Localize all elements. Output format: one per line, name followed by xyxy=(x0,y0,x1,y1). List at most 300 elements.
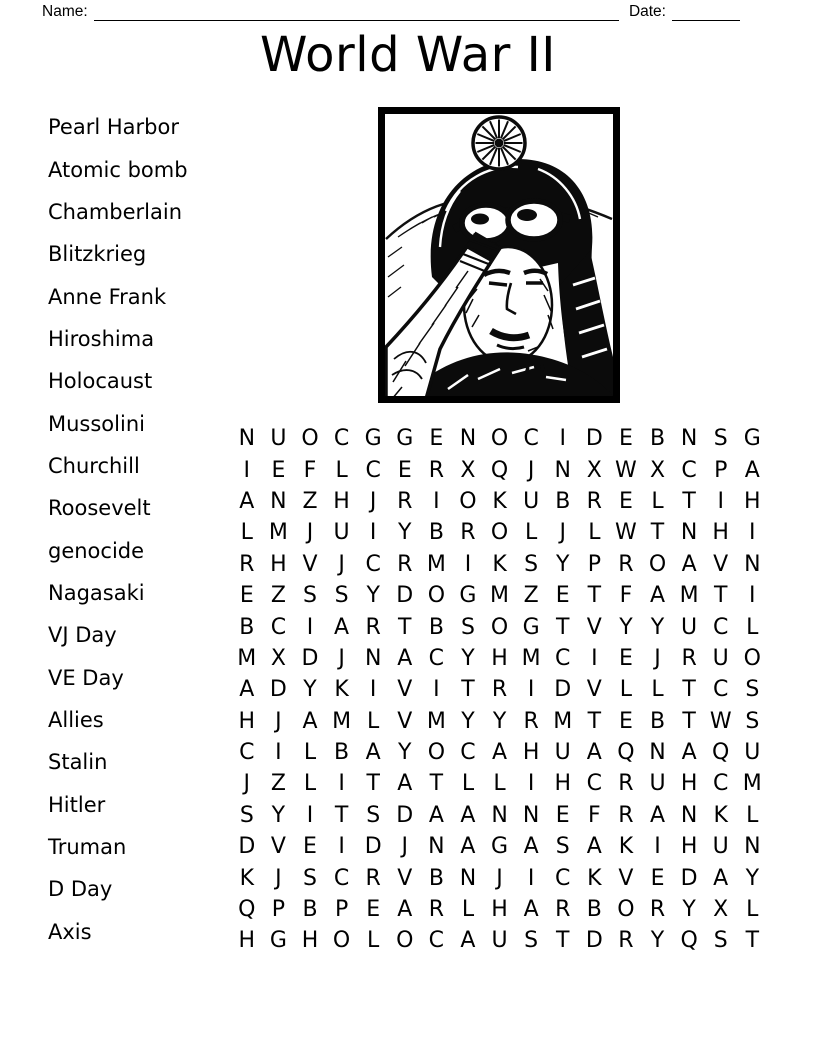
grid-letter: V xyxy=(302,551,318,577)
grid-letter: N xyxy=(428,834,445,860)
grid-letter: C xyxy=(333,426,350,452)
grid-letter: K xyxy=(492,551,507,577)
grid-letter: B xyxy=(428,614,444,640)
grid-letter: H xyxy=(680,834,698,860)
grid-letter: C xyxy=(428,645,445,671)
grid-letter: K xyxy=(492,488,507,514)
grid-letter: O xyxy=(332,928,351,954)
grid-letter: L xyxy=(651,488,664,514)
grid-letter: L xyxy=(746,614,759,640)
grid-letter: J xyxy=(275,708,282,734)
word-list-item: Hiroshima xyxy=(48,326,155,351)
grid-letter: D xyxy=(680,865,698,891)
grid-letter: S xyxy=(524,928,539,954)
grid-letter: R xyxy=(523,708,539,734)
grid-letter: F xyxy=(588,802,601,828)
grid-letter: E xyxy=(271,457,286,483)
grid-letter: K xyxy=(587,865,602,891)
grid-letter: T xyxy=(366,771,380,797)
grid-letter: T xyxy=(650,520,665,546)
word-list-item: VE Day xyxy=(48,665,124,690)
grid-letter: U xyxy=(712,834,729,860)
grid-letter: A xyxy=(428,802,444,828)
grid-letter: M xyxy=(237,645,257,671)
grid-letter: O xyxy=(459,488,477,514)
grid-letter: L xyxy=(461,897,475,923)
grid-letter: O xyxy=(396,928,414,954)
grid-letter: O xyxy=(743,645,761,671)
grid-letter: V xyxy=(586,614,602,640)
grid-letter: W xyxy=(709,708,732,734)
grid-letter: A xyxy=(397,771,413,797)
grid-letter: J xyxy=(527,457,535,483)
grid-letter: E xyxy=(555,802,570,828)
grid-letter: W xyxy=(615,520,637,546)
grid-letter: R xyxy=(491,677,508,703)
grid-letter: C xyxy=(713,677,729,703)
grid-letter: Y xyxy=(461,708,475,734)
pilot-woodcut-graphic xyxy=(378,107,620,403)
grid-letter: D xyxy=(396,802,414,828)
grid-letter: R xyxy=(460,520,476,546)
grid-letter: E xyxy=(618,645,633,671)
grid-letter: R xyxy=(618,551,634,577)
grid-letter: H xyxy=(712,520,729,546)
grid-letter: I xyxy=(275,740,282,766)
grid-letter: C xyxy=(713,771,729,797)
grid-letter: Q xyxy=(490,457,509,483)
grid-letter: C xyxy=(365,551,381,577)
grid-letter: N xyxy=(459,865,477,891)
grid-letter: M xyxy=(742,771,762,797)
grid-letter: I xyxy=(749,583,756,609)
grid-letter: G xyxy=(491,834,509,860)
grid-letter: L xyxy=(367,708,380,734)
date-input-line[interactable] xyxy=(672,4,740,21)
grid-letter: H xyxy=(238,708,256,734)
grid-letter: J xyxy=(369,488,377,514)
grid-letter: B xyxy=(586,897,602,923)
grid-letter: Z xyxy=(270,771,286,797)
word-list-item: Blitzkrieg xyxy=(48,242,147,267)
grid-letter: M xyxy=(332,708,352,734)
grid-letter: Q xyxy=(617,740,635,766)
grid-letter: D xyxy=(364,834,382,860)
grid-letter: T xyxy=(587,583,602,609)
grid-letter: X xyxy=(460,457,476,483)
grid-letter: Y xyxy=(650,614,665,640)
grid-letter: A xyxy=(586,740,602,766)
word-list-item: genocide xyxy=(48,538,145,563)
grid-letter: S xyxy=(303,583,317,609)
grid-letter: C xyxy=(365,457,381,483)
grid-letter: X xyxy=(649,457,666,483)
grid-letter: F xyxy=(303,457,317,483)
grid-letter: U xyxy=(333,520,350,546)
grid-letter: C xyxy=(523,426,539,452)
grid-letter: Y xyxy=(650,928,665,954)
grid-letter: L xyxy=(335,457,348,483)
grid-letter: E xyxy=(366,897,381,923)
grid-letter: U xyxy=(649,771,666,797)
grid-letter: I xyxy=(306,614,314,640)
grid-letter: N xyxy=(491,802,508,828)
grid-letter: P xyxy=(334,897,349,923)
grid-letter: N xyxy=(744,551,761,577)
grid-letter: C xyxy=(428,928,445,954)
grid-letter: V xyxy=(713,551,729,577)
grid-letter: J xyxy=(654,645,661,671)
grid-letter: A xyxy=(239,488,255,514)
grid-letter: O xyxy=(490,614,509,640)
grid-letter: R xyxy=(555,897,571,923)
grid-letter: H xyxy=(744,488,761,514)
grid-letter: L xyxy=(240,520,253,546)
letter-grid xyxy=(231,423,768,957)
grid-letter: C xyxy=(555,645,571,671)
grid-letter: S xyxy=(745,677,760,703)
grid-letter: A xyxy=(649,802,666,828)
grid-letter: N xyxy=(680,520,698,546)
grid-letter: P xyxy=(714,457,728,483)
grid-letter: B xyxy=(555,488,571,514)
grid-letter: Y xyxy=(398,740,412,766)
word-list-item: Hitler xyxy=(48,792,106,817)
grid-letter: T xyxy=(556,614,570,640)
grid-letter: A xyxy=(239,677,255,703)
grid-letter: U xyxy=(712,645,729,671)
word-list-item: Atomic bomb xyxy=(48,157,188,182)
grid-letter: L xyxy=(588,520,601,546)
grid-letter: R xyxy=(239,551,255,577)
grid-letter: H xyxy=(680,771,698,797)
grid-letter: M xyxy=(521,645,541,671)
grid-letter: Q xyxy=(238,897,256,923)
grid-letter: H xyxy=(491,897,508,923)
grid-letter: K xyxy=(334,677,349,703)
grid-letter: E xyxy=(429,426,444,452)
grid-letter: T xyxy=(556,928,570,954)
grid-letter: L xyxy=(303,771,317,797)
grid-letter: D xyxy=(554,677,572,703)
grid-letter: D xyxy=(585,928,603,954)
grid-letter: V xyxy=(397,865,413,891)
grid-letter: R xyxy=(681,645,697,671)
grid-letter: J xyxy=(338,645,345,671)
grid-letter: T xyxy=(745,928,760,954)
grid-letter: B xyxy=(239,614,255,640)
grid-letter: J xyxy=(275,865,282,891)
grid-letter: J xyxy=(559,520,566,546)
grid-letter: R xyxy=(586,488,602,514)
grid-letter: L xyxy=(461,771,475,797)
grid-letter: A xyxy=(460,928,476,954)
grid-letter: H xyxy=(554,771,571,797)
grid-letter: O xyxy=(617,897,635,923)
grid-letter: L xyxy=(493,771,506,797)
grid-letter: I xyxy=(433,677,440,703)
grid-letter: H xyxy=(270,551,287,577)
grid-letter: B xyxy=(649,708,666,734)
word-list-item: Pearl Harbor xyxy=(48,115,179,140)
word-list-item: Nagasaki xyxy=(48,580,145,605)
grid-letter: F xyxy=(619,583,633,609)
grid-letter: N xyxy=(459,426,477,452)
grid-letter: L xyxy=(746,897,759,923)
grid-letter: A xyxy=(523,834,539,860)
grid-letter: X xyxy=(713,897,729,923)
grid-letter: A xyxy=(681,551,697,577)
word-list-item: Anne Frank xyxy=(48,284,167,309)
grid-letter: V xyxy=(397,677,413,703)
grid-letter: J xyxy=(401,834,409,860)
grid-letter: U xyxy=(554,740,571,766)
grid-letter: E xyxy=(650,865,665,891)
grid-letter: C xyxy=(239,740,255,766)
grid-letter: S xyxy=(366,802,381,828)
grid-letter: T xyxy=(682,708,696,734)
grid-letter: R xyxy=(397,488,413,514)
word-list-item: D Day xyxy=(48,877,113,902)
grid-letter: B xyxy=(428,520,444,546)
grid-letter: R xyxy=(618,771,634,797)
grid-letter: B xyxy=(428,865,444,891)
grid-letter: S xyxy=(239,802,254,828)
grid-letter: A xyxy=(523,897,539,923)
grid-letter: T xyxy=(713,583,728,609)
grid-letter: P xyxy=(587,551,601,577)
grid-letter: I xyxy=(559,426,566,452)
pilot-illustration xyxy=(378,107,620,403)
grid-letter: V xyxy=(270,834,286,860)
grid-letter: T xyxy=(398,614,412,640)
word-list-item: Churchill xyxy=(48,453,140,478)
grid-letter: A xyxy=(744,457,760,483)
grid-letter: Y xyxy=(461,645,475,671)
word-list-item: Roosevelt xyxy=(48,496,151,521)
grid-letter: B xyxy=(649,426,666,452)
word-list xyxy=(48,106,188,953)
grid-letter: R xyxy=(365,614,381,640)
grid-letter: Y xyxy=(682,897,696,923)
word-list-item: Axis xyxy=(48,919,92,944)
grid-letter: T xyxy=(682,677,696,703)
grid-letter: O xyxy=(490,426,509,452)
grid-letter: R xyxy=(618,802,634,828)
grid-letter: G xyxy=(269,928,287,954)
grid-letter: I xyxy=(433,488,440,514)
grid-letter: Z xyxy=(270,583,286,609)
grid-letter: Y xyxy=(398,520,412,546)
grid-letter: N xyxy=(680,426,698,452)
grid-letter: I xyxy=(243,457,251,483)
grid-letter: S xyxy=(713,426,728,452)
grid-letter: V xyxy=(586,677,602,703)
grid-letter: I xyxy=(749,520,756,546)
grid-letter: N xyxy=(238,426,256,452)
grid-letter: E xyxy=(397,457,412,483)
grid-letter: H xyxy=(301,928,319,954)
grid-letter: L xyxy=(651,677,664,703)
grid-letter: Y xyxy=(492,708,507,734)
grid-letter: A xyxy=(397,897,413,923)
grid-letter: M xyxy=(679,583,699,609)
grid-letter: O xyxy=(648,551,667,577)
grid-letter: Y xyxy=(271,802,286,828)
grid-letter: M xyxy=(553,708,573,734)
grid-letter: G xyxy=(364,426,382,452)
grid-letter: O xyxy=(301,426,319,452)
grid-letter: I xyxy=(338,834,345,860)
grid-letter: T xyxy=(682,488,696,514)
grid-letter: I xyxy=(338,771,345,797)
grid-letter: R xyxy=(428,457,444,483)
grid-letter: C xyxy=(555,865,571,891)
grid-letter: X xyxy=(270,645,286,671)
grid-letter: N xyxy=(270,488,287,514)
grid-letter: G xyxy=(396,426,414,452)
word-list-item: Holocaust xyxy=(48,369,153,394)
grid-letter: D xyxy=(396,583,414,609)
grid-letter: K xyxy=(713,802,728,828)
grid-letter: H xyxy=(522,740,540,766)
grid-letter: I xyxy=(527,771,535,797)
grid-letter: B xyxy=(334,740,350,766)
grid-letter: S xyxy=(524,551,539,577)
grid-letter: O xyxy=(490,520,509,546)
grid-letter: L xyxy=(525,520,538,546)
grid-letter: C xyxy=(681,457,697,483)
grid-letter: Z xyxy=(523,583,539,609)
grid-letter: Y xyxy=(303,677,317,703)
grid-letter: S xyxy=(745,708,760,734)
grid-letter: Y xyxy=(619,614,633,640)
grid-letter: H xyxy=(333,488,350,514)
grid-letter: T xyxy=(587,708,602,734)
grid-letter: O xyxy=(427,740,446,766)
grid-letter: E xyxy=(618,426,633,452)
grid-letter: T xyxy=(461,677,475,703)
name-label: Name: xyxy=(42,3,88,20)
grid-letter: R xyxy=(365,865,381,891)
grid-letter: Z xyxy=(302,488,318,514)
grid-letter: A xyxy=(460,834,476,860)
grid-letter: C xyxy=(333,865,350,891)
grid-letter: A xyxy=(334,614,350,640)
grid-letter: C xyxy=(460,740,476,766)
grid-letter: R xyxy=(428,897,444,923)
grid-letter: I xyxy=(369,677,377,703)
grid-letter: A xyxy=(365,740,381,766)
grid-letter: D xyxy=(269,677,287,703)
grid-letter: Y xyxy=(366,583,380,609)
grid-letter: X xyxy=(586,457,602,483)
grid-letter: I xyxy=(369,520,377,546)
grid-letter: I xyxy=(654,834,661,860)
grid-letter: U xyxy=(523,488,540,514)
grid-letter: N xyxy=(554,457,571,483)
grid-letter: T xyxy=(429,771,444,797)
grid-letter: L xyxy=(303,740,317,766)
date-label: Date: xyxy=(628,3,666,20)
grid-letter: U xyxy=(744,740,761,766)
grid-letter: N xyxy=(744,834,761,860)
grid-letter: M xyxy=(490,583,510,609)
grid-letter: C xyxy=(270,614,287,640)
grid-letter: S xyxy=(555,834,570,860)
grid-letter: E xyxy=(618,708,633,734)
grid-letter: A xyxy=(492,740,508,766)
grid-letter: J xyxy=(338,551,345,577)
grid-letter: Q xyxy=(712,740,730,766)
grid-letter: A xyxy=(302,708,318,734)
grid-letter: Y xyxy=(556,551,570,577)
grid-letter: D xyxy=(585,426,603,452)
grid-letter: L xyxy=(367,928,380,954)
grid-letter: G xyxy=(522,614,540,640)
grid-letter: R xyxy=(649,897,666,923)
grid-letter: G xyxy=(743,426,761,452)
grid-letter: E xyxy=(303,834,317,860)
grid-letter: J xyxy=(306,520,314,546)
grid-letter: P xyxy=(271,897,286,923)
page-title: World War II xyxy=(260,27,556,83)
grid-letter: O xyxy=(427,583,446,609)
grid-letter: U xyxy=(491,928,508,954)
word-list-item: Mussolini xyxy=(48,411,145,436)
grid-letter: U xyxy=(270,426,287,452)
grid-letter: R xyxy=(397,551,413,577)
name-input-line[interactable] xyxy=(94,4,619,21)
grid-letter: C xyxy=(713,614,729,640)
grid-letter: S xyxy=(460,614,475,640)
grid-letter: E xyxy=(618,488,633,514)
grid-letter: W xyxy=(615,457,637,483)
grid-letter: D xyxy=(301,645,319,671)
grid-letter: E xyxy=(555,583,570,609)
grid-letter: S xyxy=(334,583,349,609)
grid-letter: N xyxy=(680,802,698,828)
grid-letter: K xyxy=(239,865,255,891)
header xyxy=(42,2,740,21)
word-list-item: Stalin xyxy=(48,750,108,775)
grid-letter: A xyxy=(713,865,729,891)
grid-letter: A xyxy=(586,834,602,860)
grid-letter: V xyxy=(618,865,634,891)
grid-letter: J xyxy=(496,865,503,891)
grid-letter: B xyxy=(302,897,318,923)
grid-letter: N xyxy=(649,740,666,766)
word-list-item: Allies xyxy=(48,707,104,732)
grid-letter: S xyxy=(713,928,728,954)
grid-letter: M xyxy=(426,551,446,577)
word-list-item: Chamberlain xyxy=(48,199,183,224)
grid-letter: I xyxy=(527,865,535,891)
grid-letter: U xyxy=(681,614,698,640)
grid-letter: A xyxy=(460,802,476,828)
grid-letter: Y xyxy=(745,865,760,891)
grid-letter: I xyxy=(527,677,535,703)
grid-letter: I xyxy=(591,645,598,671)
grid-letter: H xyxy=(491,645,508,671)
grid-letter: N xyxy=(522,802,540,828)
grid-letter: I xyxy=(306,802,314,828)
grid-letter: N xyxy=(364,645,382,671)
grid-letter: T xyxy=(334,802,349,828)
grid-letter: A xyxy=(649,583,666,609)
word-list-item: VJ Day xyxy=(48,623,117,648)
grid-letter: R xyxy=(618,928,634,954)
